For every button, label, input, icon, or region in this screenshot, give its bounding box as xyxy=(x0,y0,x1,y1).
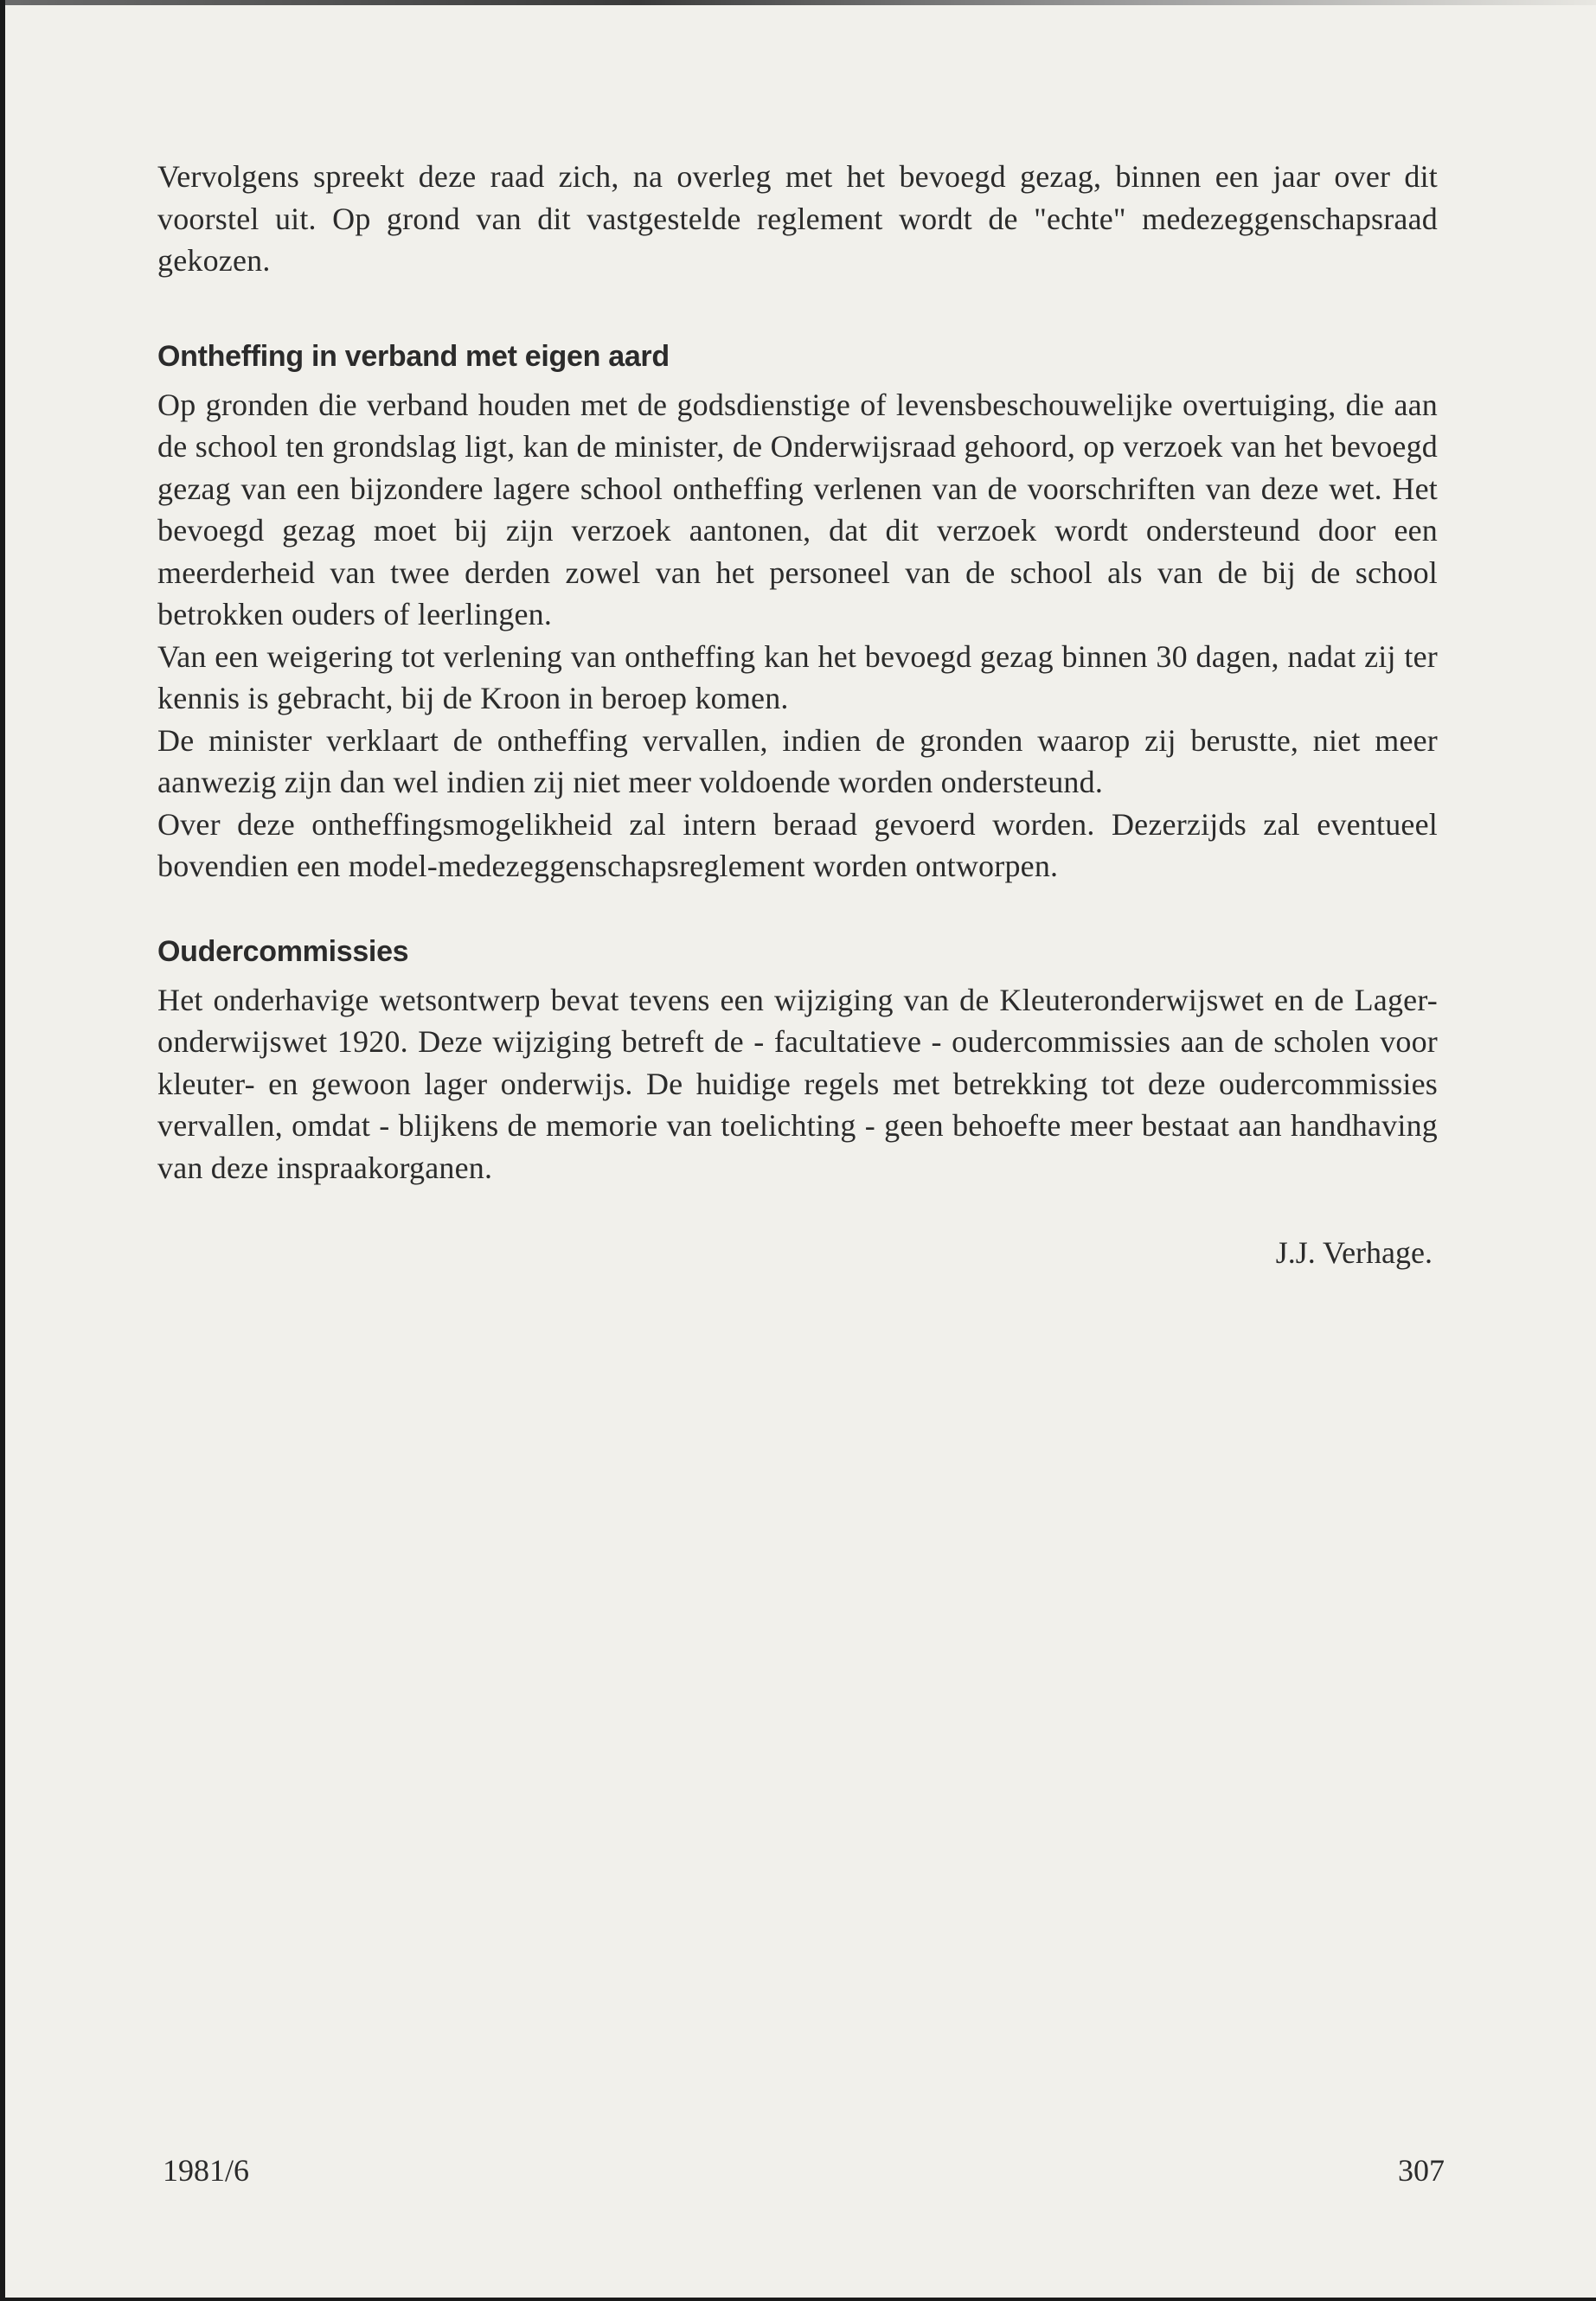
intro-paragraph: Vervolgens spreekt deze raad zich, na overleg met het bevoegd gezag, binnen een jaar over dit voorstel uit. Op grond van dit vastgestelde reglement wordt de "echte" medezeggenschapsraad gekozen. xyxy=(157,159,1438,278)
exemption-paragraph-3: De minister verklaart de ontheffing vervallen, indien de gronden waarop zij berustte, niet meer aanwezig zijn dan wel indien zij niet meer voldoende worden ondersteund. xyxy=(157,722,1438,799)
section-heading-parents: Oudercommissies xyxy=(157,934,409,968)
scan-edge-top xyxy=(0,0,1596,5)
exemption-paragraph-1: Op gronden die verband houden met de godsdienstige of levensbeschouwelijke overtuiging, die aan de school ten grondslag ligt, kan de minister, de Onderwijsraad gehoord, op verzoek van het bevoegd gezag van een bijzondere lagere school ontheffing verlenen van de voorschriften van deze wet. Het bevoegd gezag moet bij zijn verzoek aantonen, dat dit verzoek wordt ondersteund door een meerderheid van twee derden zowel van het personeel van de school als van de bij de school betrokken ouders of leerlingen. xyxy=(157,387,1438,631)
spacer xyxy=(157,282,1438,336)
spacer xyxy=(157,377,1438,384)
spacer xyxy=(157,888,1438,931)
parents-paragraph-1: Het onderhavige wetsontwerp bevat tevens een wijziging van de Kleuteronderwijswet en de Lager-onderwijswet 1920. Deze wijziging betreft de - facultatieve - oudercommissies aan de scholen voor kleuter- en gewoon lager onderwijs. De huidige regels met betrekking tot deze oudercommissies vervallen, omdat - blijkens de memorie van toelichting - geen behoefte meer bestaat aan handhaving van deze inspraakorganen. xyxy=(157,982,1438,1185)
spacer xyxy=(157,1189,1438,1232)
exemption-paragraph-2: Van een weigering tot verlening van ontheffing kan het bevoegd gezag binnen 30 dagen, nadat zij ter kennis is gebracht, bij de Kroon in beroep komen. xyxy=(157,638,1438,715)
exemption-paragraph-4: Over deze ontheffingsmogelikheid zal intern beraad gevoerd worden. Dezerzijds zal eventueel bovendien een model-medezeggenschapsreglement worden ontworpen. xyxy=(157,806,1438,883)
issue-number: 1981/6 xyxy=(163,2153,250,2188)
document-page xyxy=(157,156,1438,1273)
section-heading-exemption: Ontheffing in verband met eigen aard xyxy=(157,339,670,373)
author-signature: J.J. Verhage. xyxy=(1275,1235,1433,1270)
spacer xyxy=(157,972,1438,979)
section-parents xyxy=(157,931,1438,1189)
scan-edge-left xyxy=(0,0,5,2301)
section-exemption xyxy=(157,336,1438,888)
scan-edge-bottom xyxy=(0,2298,1596,2301)
page-number: 307 xyxy=(1398,2153,1445,2188)
